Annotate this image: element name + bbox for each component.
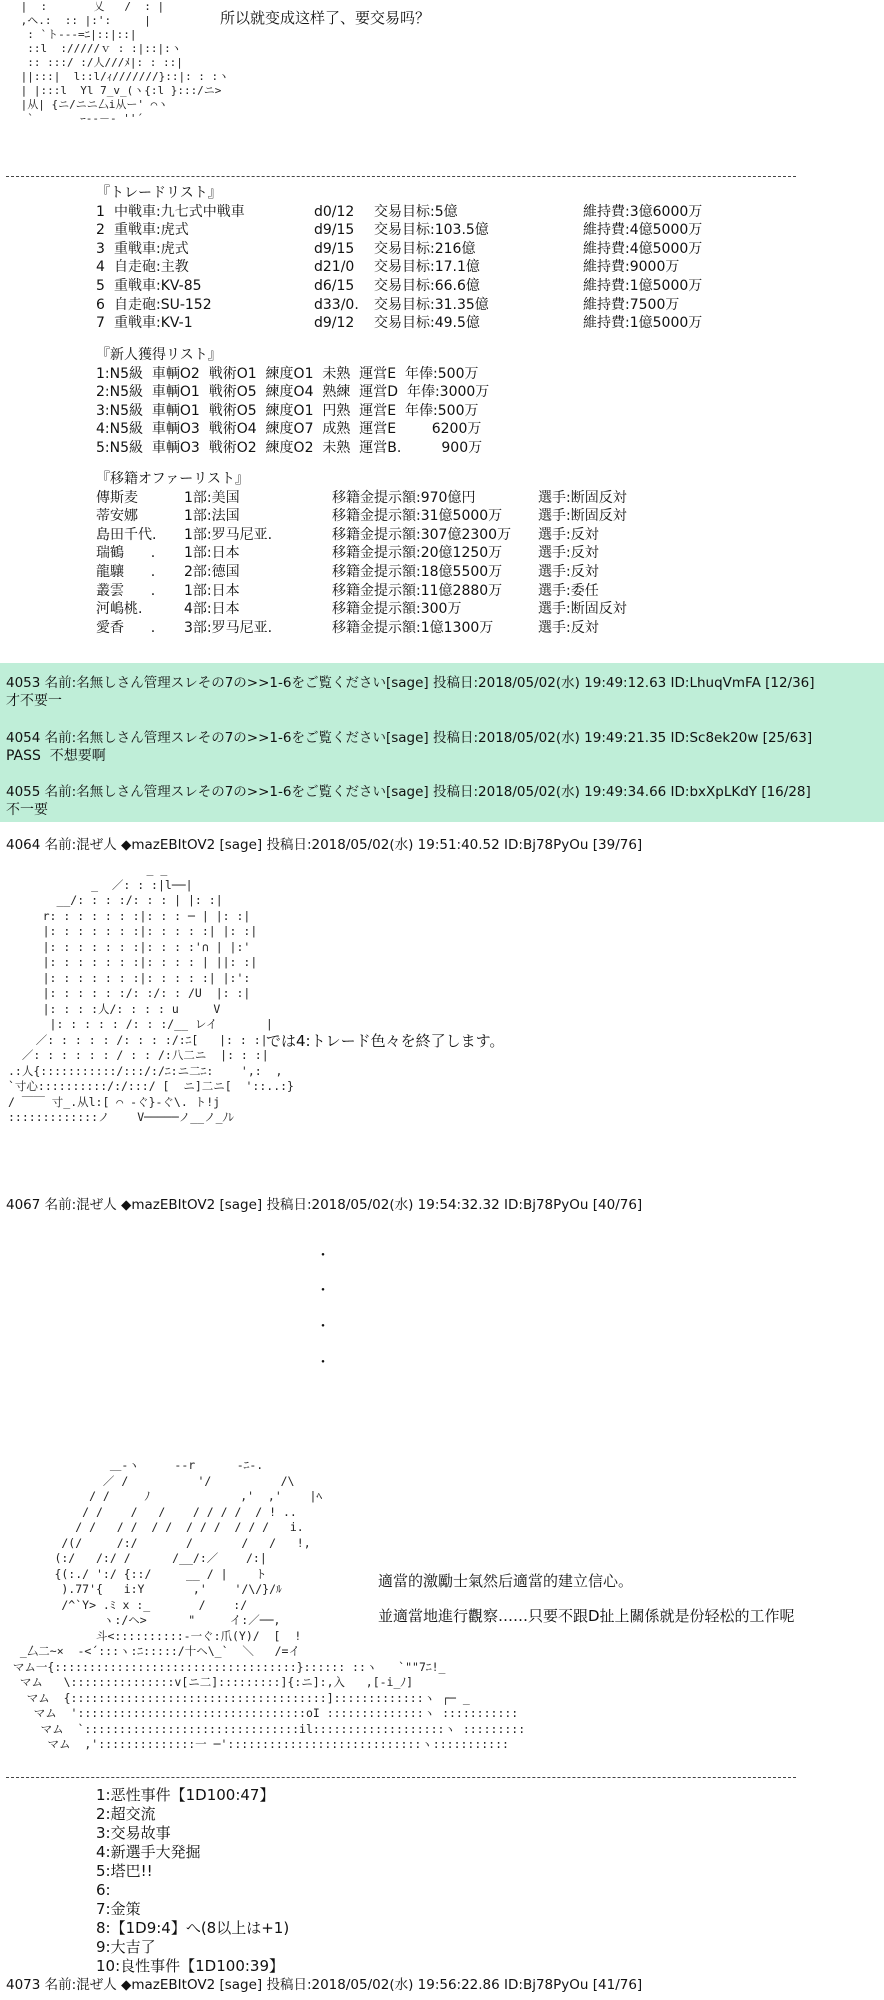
trade-cost: 維持費:1億5000万 [583, 315, 703, 332]
offer-fee: 移籍金提示額:18億5500万 [332, 563, 503, 580]
transfer-offer-title: 『移籍オファーリスト』 [96, 471, 250, 487]
offer-response: 選手:断固反対 [538, 508, 627, 525]
trade-cost: 維持費:9000万 [583, 259, 680, 276]
offer-fee: 移籍金提示額:31億5000万 [332, 508, 503, 525]
offer-club: 1部:罗马尼亚. [184, 526, 273, 543]
offer-row [96, 489, 627, 508]
trade-target: 交易目标:31.35億 [374, 296, 489, 313]
trade-record: d9/15 [314, 222, 355, 239]
offer-response: 選手:反対 [538, 563, 599, 580]
post-4064-caption: では4:トレード色々を終了します。 [266, 1032, 505, 1050]
replies-highlight [0, 663, 884, 822]
trade-record: d21/0 [314, 259, 355, 276]
offer-row [96, 563, 627, 582]
event-option: 9:大吉了 [96, 1938, 156, 1956]
offer-player: 瑞鶴 . [96, 545, 156, 562]
trade-index: 5 [96, 277, 105, 294]
trade-record: d6/15 [314, 277, 355, 294]
trade-record: d9/15 [314, 240, 355, 257]
offer-response: 選手:委任 [538, 582, 599, 599]
post-4067-caption-1: 適當的激勵士氣然后適當的建立信心。 [378, 1572, 634, 1590]
offer-player: 龍驤 . [96, 563, 156, 580]
trade-row [96, 258, 702, 277]
offer-fee: 移籍金提示額:1億1300万 [332, 619, 494, 636]
trade-list-title: 『トレードリスト』 [96, 185, 222, 201]
event-option: 2:超交流 [96, 1805, 156, 1823]
offer-row [96, 507, 627, 526]
offer-row [96, 619, 627, 638]
post-4064-header: 4064 名前:混ぜ人 ◆mazEBItOV2 [sage] 投稿日:2018/05/02(水) 19:51:40.52 ID:Bj78PyOu [39/76] [6, 837, 643, 853]
offer-player: 島田千代. [96, 526, 157, 543]
newcomer-list-title: 『新人獲得リスト』 [96, 347, 222, 363]
offer-fee: 移籍金提示額:20億1250万 [332, 545, 503, 562]
trade-target: 交易目标:66.6億 [374, 277, 480, 294]
ellipsis-dot: ・ [316, 1283, 330, 1299]
trade-record: d33/0. [314, 296, 359, 313]
transfer-offer-list [96, 470, 627, 637]
trade-cost: 維持費:3億6000万 [583, 203, 703, 220]
offer-player: 河嶋桃. [96, 601, 143, 618]
reply-4054-body: PASS 不想要啊 [6, 748, 106, 764]
event-option: 1:恶性事件【1D100:47】 [96, 1786, 275, 1804]
trade-target: 交易目标:49.5億 [374, 315, 480, 332]
newcomer-row: 1:N5級 車輌O2 戦術O1 練度O1 未熟 運営E 年俸:500万 [96, 365, 479, 382]
trade-target: 交易目标:216億 [374, 240, 476, 257]
event-option: 7:金策 [96, 1900, 141, 1918]
trade-name: 重戦車:虎式 [114, 240, 189, 257]
offer-club: 1部:美国 [184, 489, 240, 506]
trade-name: 中戦車:九七式中戦車 [114, 203, 245, 220]
post-4067-ascii-art: ＿-ヽ --r -ﾆ-. ／ / '/ /\ / / ﾉ ,' ,' |ﾍ / / / / / / / / / ! .. / / / / / / / / / / / / i. /(/ /:/ / / / !, (:/ /:/ / /__/:／ /:| {(:./ ':/ {::/ __ / | ト ).77'{ i:Y ,' '/\/}/ﾙ /^`Y> .ﾐ x :_ / :/ ヽ:/ヘ> " イ:／──, 斗<::::::::::-一ぐ:爪(Y)/ [ ! _厶二~× ‐<´:::ヽ:ﾆ:::::/十ヘ\_` ＼ /=イ マム一{:::::::::::::::::::::::::::::::::::}:::::: ::ヽ `""7ﾆ!_ マム \:::::::::::::::v[ニ二]:::::::::]{:ニ]:,入 ,[-i_ﾉ] マム {:::::::::::::::::::::::::::::::::::::]:::::::::::::ヽ ┌─ _ マム ':::::::::::::::::::::::::::::::::oI ::::::::::::::ヽ ::::::::::: マム `:::::::::::::::::::::::::::::::il:::::::::::::::::::ヽ ::::::::: マム ,'::::::::::::::一 ─'::::::::::::::::::::::::::::ヽ::::::::::: [12, 1458, 526, 1751]
event-options-list [96, 1786, 289, 1976]
trade-index: 2 [96, 222, 105, 239]
reply-4053-header: 4053 名前:名無しさん管理スレその7の>>1-6をご覧ください[sage] 投稿日:2018/05/02(水) 19:49:12.63 ID:LhuqVmFA [12/36] [6, 675, 815, 691]
trade-cost: 維持費:4億5000万 [583, 222, 703, 239]
trade-name: 自走砲:SU-152 [114, 296, 212, 313]
offer-club: 3部:罗马尼亚. [184, 619, 273, 636]
offer-response: 選手:反対 [538, 619, 599, 636]
newcomer-row: 2:N5級 車輌O1 戦術O5 練度O4 熟練 運営D 年俸:3000万 [96, 384, 490, 401]
trade-cost: 維持費:4億5000万 [583, 240, 703, 257]
offer-club: 1部:法国 [184, 508, 240, 525]
trade-cost: 維持費:1億5000万 [583, 277, 703, 294]
top-caption: 所以就变成这样了、要交易吗？ [220, 9, 431, 27]
trade-target: 交易目标:5億 [374, 203, 458, 220]
offer-response: 選手:反対 [538, 545, 599, 562]
post-4067-header: 4067 名前:混ぜ人 ◆mazEBItOV2 [sage] 投稿日:2018/05/02(水) 19:54:32.32 ID:Bj78PyOu [40/76] [6, 1197, 643, 1213]
post-4064-ascii-art: _ _ _ ／: : :|l──| __/: : : :/: : : | |: :| r: : : : : : :|: : : ─ | |: :| |: : : : : : :|: : : : :| |: :| |: : : : : : :|: : : :'∩ | |:' |: : : : : : :|: : : : | ||: :| |: : : : : : :|: : : : :| |:': |: : : : : :/: :/: : /U |: :| |: : : :人/: : : : u V |: : : : : /: : :/__ レイ | ／: : : : : /: : : :/:ﾆ[ |: : :| ／: : : : : : / : : /:八二ニ |: : :| .:人{:::::::::::/:::/:/ﾆ:ニ二ﾆ: ',: , `寸心::::::::::/:/:::/ [ ニ]二ニ[ '::..:} / ￣￣ 寸_.从l:[ ⌒ -ぐ}-ぐ\. ト!j :::::::::::::ノ V─────ノ__ノ_ﾉﾚ [8, 862, 294, 1124]
trade-index: 1 [96, 203, 105, 220]
trade-record: d9/12 [314, 315, 355, 332]
offer-player: 叢雲 . [96, 582, 156, 599]
trade-cost: 維持費:7500万 [583, 296, 680, 313]
offer-player: 傳斯麦 [96, 489, 138, 506]
post-4073-header: 4073 名前:混ぜ人 ◆mazEBItOV2 [sage] 投稿日:2018/05/02(水) 19:56:22.86 ID:Bj78PyOu [41/76] [6, 1977, 643, 1993]
newcomer-list [96, 346, 489, 458]
trade-record: d0/12 [314, 203, 355, 220]
event-option: 6: [96, 1881, 111, 1899]
reply-4054-header: 4054 名前:名無しさん管理スレその7の>>1-6をご覧ください[sage] 投稿日:2018/05/02(水) 19:49:21.35 ID:Sc8ek20w [25/63] [6, 730, 813, 746]
trade-name: 重戦車:虎式 [114, 222, 189, 239]
trade-target: 交易目标:17.1億 [374, 259, 480, 276]
divider-bottom [6, 1777, 796, 1778]
reply-4055-header: 4055 名前:名無しさん管理スレその7の>>1-6をご覧ください[sage] 投稿日:2018/05/02(水) 19:49:34.66 ID:bxXpLKdY [16/28] [6, 784, 811, 800]
trade-target: 交易目标:103.5億 [374, 222, 489, 239]
trade-row [96, 203, 702, 222]
trade-row [96, 296, 702, 315]
offer-response: 選手:断固反対 [538, 489, 627, 506]
trade-name: 重戦車:KV-85 [114, 277, 202, 294]
offer-club: 1部:日本 [184, 582, 240, 599]
reply-4055-body: 不一要 [6, 802, 48, 818]
newcomer-row: 4:N5級 車輌O3 戦術O4 練度O7 成熟 運営E 6200万 [96, 421, 482, 438]
offer-row [96, 544, 627, 563]
trade-name: 自走砲:主教 [114, 259, 189, 276]
top-ascii-art: | : 乂 / : | ,ヘ.: :: |:': | : `ト-‐‐=ﾆ|::|::| ::l ://///ｖ : :|::|:ヽ :: :::/ :/人///ﾒ|: : ::| ||:::| l::l/ｨ///////}::|: : :ヽ | |:::l Yl 7_v_(ヽ{:l }:::/ニ> |从| {ニ/ニニ厶i从ー' ⌒ヽ ` ｰ‐‐－‐ ''´ [20, 0, 230, 125]
offer-fee: 移籍金提示額:300万 [332, 601, 462, 618]
reply-4053-body: 才不要一 [6, 693, 62, 709]
trade-row [96, 240, 702, 259]
offer-row [96, 526, 627, 545]
offer-player: 蒂安娜 [96, 508, 138, 525]
divider-top [6, 176, 796, 177]
trade-row [96, 221, 702, 240]
offer-club: 2部:德国 [184, 563, 240, 580]
trade-row [96, 314, 702, 333]
offer-row [96, 582, 627, 601]
trade-index: 4 [96, 259, 105, 276]
trade-index: 7 [96, 315, 105, 332]
event-option: 10:良性事件【1D100:39】 [96, 1957, 285, 1975]
event-option: 3:交易故事 [96, 1824, 171, 1842]
offer-club: 1部:日本 [184, 545, 240, 562]
offer-response: 選手:反対 [538, 526, 599, 543]
event-option: 4:新選手大発掘 [96, 1843, 201, 1861]
offer-fee: 移籍金提示額:11億2880万 [332, 582, 503, 599]
trade-name: 重戦車:KV-1 [114, 315, 193, 332]
ellipsis-dot: ・ [316, 1248, 330, 1264]
offer-player: 愛香 . [96, 619, 156, 636]
ellipsis-dot: ・ [316, 1355, 330, 1371]
offer-response: 選手:断固反対 [538, 601, 627, 618]
offer-row [96, 600, 627, 619]
event-option: 5:塔巴!! [96, 1862, 153, 1880]
trade-row [96, 277, 702, 296]
offer-club: 4部:日本 [184, 601, 240, 618]
newcomer-row: 3:N5級 車輌O1 戦術O5 練度O1 円熟 運営E 年俸:500万 [96, 402, 479, 419]
offer-fee: 移籍金提示額:307億2300万 [332, 526, 512, 543]
trade-index: 3 [96, 240, 105, 257]
ellipsis-dot: ・ [316, 1319, 330, 1335]
trade-list [96, 184, 702, 333]
post-4067-caption-2: 並適當地進行觀察……只要不跟D扯上關係就是份轻松的工作呢 [378, 1607, 795, 1625]
trade-index: 6 [96, 296, 105, 313]
event-option: 8:【1D9:4】へ(8以上は+1) [96, 1919, 290, 1937]
offer-fee: 移籍金提示額:970億円 [332, 489, 476, 506]
newcomer-row: 5:N5級 車輌O3 戦術O2 練度O2 未熟 運営B. 900万 [96, 439, 483, 456]
